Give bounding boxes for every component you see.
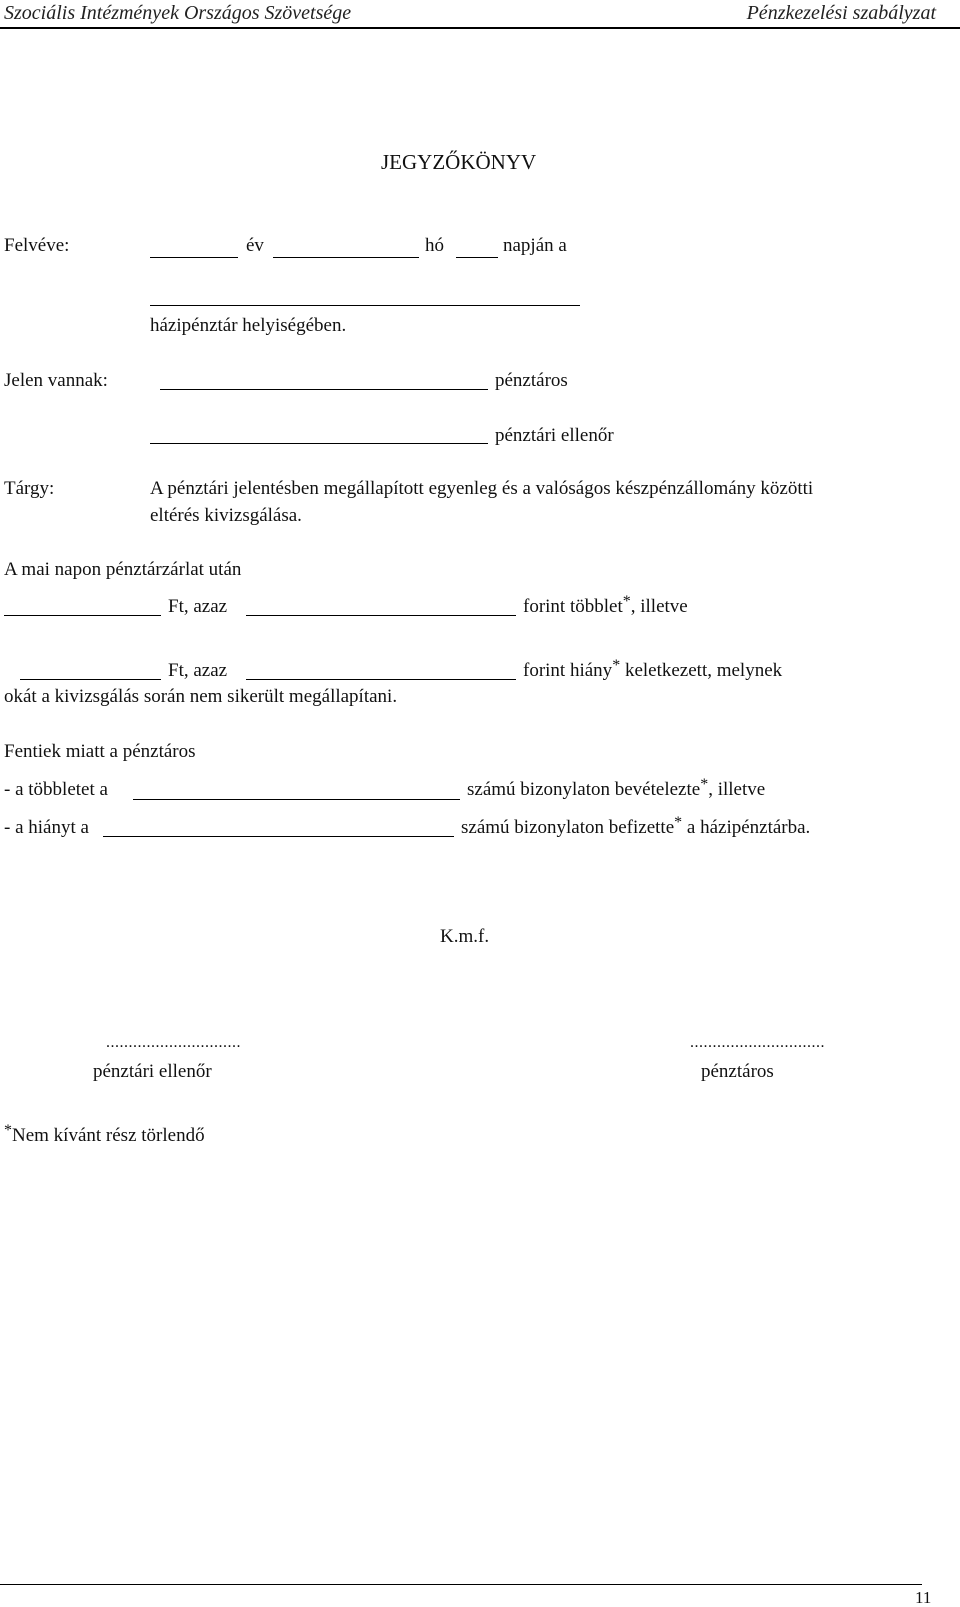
place-blank	[150, 305, 580, 306]
right-signature-label: pénztáros	[701, 1061, 774, 1082]
napjan-text: napján a	[503, 235, 567, 256]
ev-text: év	[246, 235, 264, 256]
footer-rule	[0, 1584, 922, 1585]
document-title: JEGYZŐKÖNYV	[381, 150, 537, 174]
bev-doc-blank	[133, 799, 460, 800]
targy-line-1: A pénztári jelentésben megállapított egyenleg és a valóságos készpénzállomány közötti	[150, 478, 814, 499]
bef-doc-blank	[103, 836, 454, 837]
cashier-name-blank	[160, 389, 488, 390]
fentiek-text: Fentiek miatt a pénztáros	[4, 741, 196, 762]
left-signature-label: pénztári ellenőr	[93, 1061, 212, 1082]
hianyt-text: - a hiányt a	[4, 817, 89, 838]
ho-text: hó	[425, 235, 444, 256]
kmf-text: K.m.f.	[440, 926, 490, 947]
hiany-amount-blank	[20, 679, 161, 680]
hiany-text: forint hiány* keletkezett, melynek	[523, 657, 783, 681]
header-rule	[0, 27, 960, 29]
left-signature-dots: ..............................	[106, 1034, 241, 1051]
header-left: Szociális Intézmények Országos Szövetsége	[4, 2, 352, 24]
tobblet-words-blank	[246, 615, 516, 616]
helyisegeben-text: házipénztár helyiségében.	[150, 315, 347, 336]
month-blank	[273, 257, 419, 258]
targy-line-2: eltérés kivizsgálása.	[150, 505, 302, 526]
targy-label: Tárgy:	[4, 478, 55, 499]
role-penztaros: pénztáros	[495, 370, 568, 391]
controller-name-blank	[150, 443, 488, 444]
page-number: 11	[915, 1588, 932, 1607]
footnote: *Nem kívánt rész törlendő	[4, 1122, 205, 1146]
header-right: Pénzkezelési szabályzat	[746, 2, 936, 24]
year-blank	[150, 257, 238, 258]
jelen-label: Jelen vannak:	[4, 370, 108, 391]
okat-text: okát a kivizsgálás során nem sikerült megállapítani.	[4, 686, 398, 707]
hiany-words-blank	[246, 679, 516, 680]
felveve-label: Felvéve:	[4, 235, 70, 256]
ft-azaz-2: Ft, azaz	[168, 660, 228, 681]
ft-azaz-1: Ft, azaz	[168, 596, 228, 617]
tobblet-amount-blank	[4, 615, 161, 616]
right-signature-dots: ..............................	[690, 1034, 825, 1051]
day-blank	[456, 257, 498, 258]
tobblet-text: forint többlet*, illetve	[523, 593, 688, 617]
befizette-text: számú bizonylaton befizette* a házipénztárba.	[461, 814, 811, 838]
intro-text: A mai napon pénztárzárlat után	[4, 559, 242, 580]
bevetelezte-text: számú bizonylaton bevételezte*, illetve	[467, 776, 766, 800]
role-ellenor: pénztári ellenőr	[495, 425, 614, 446]
tobbletet-text: - a többletet a	[4, 779, 108, 800]
